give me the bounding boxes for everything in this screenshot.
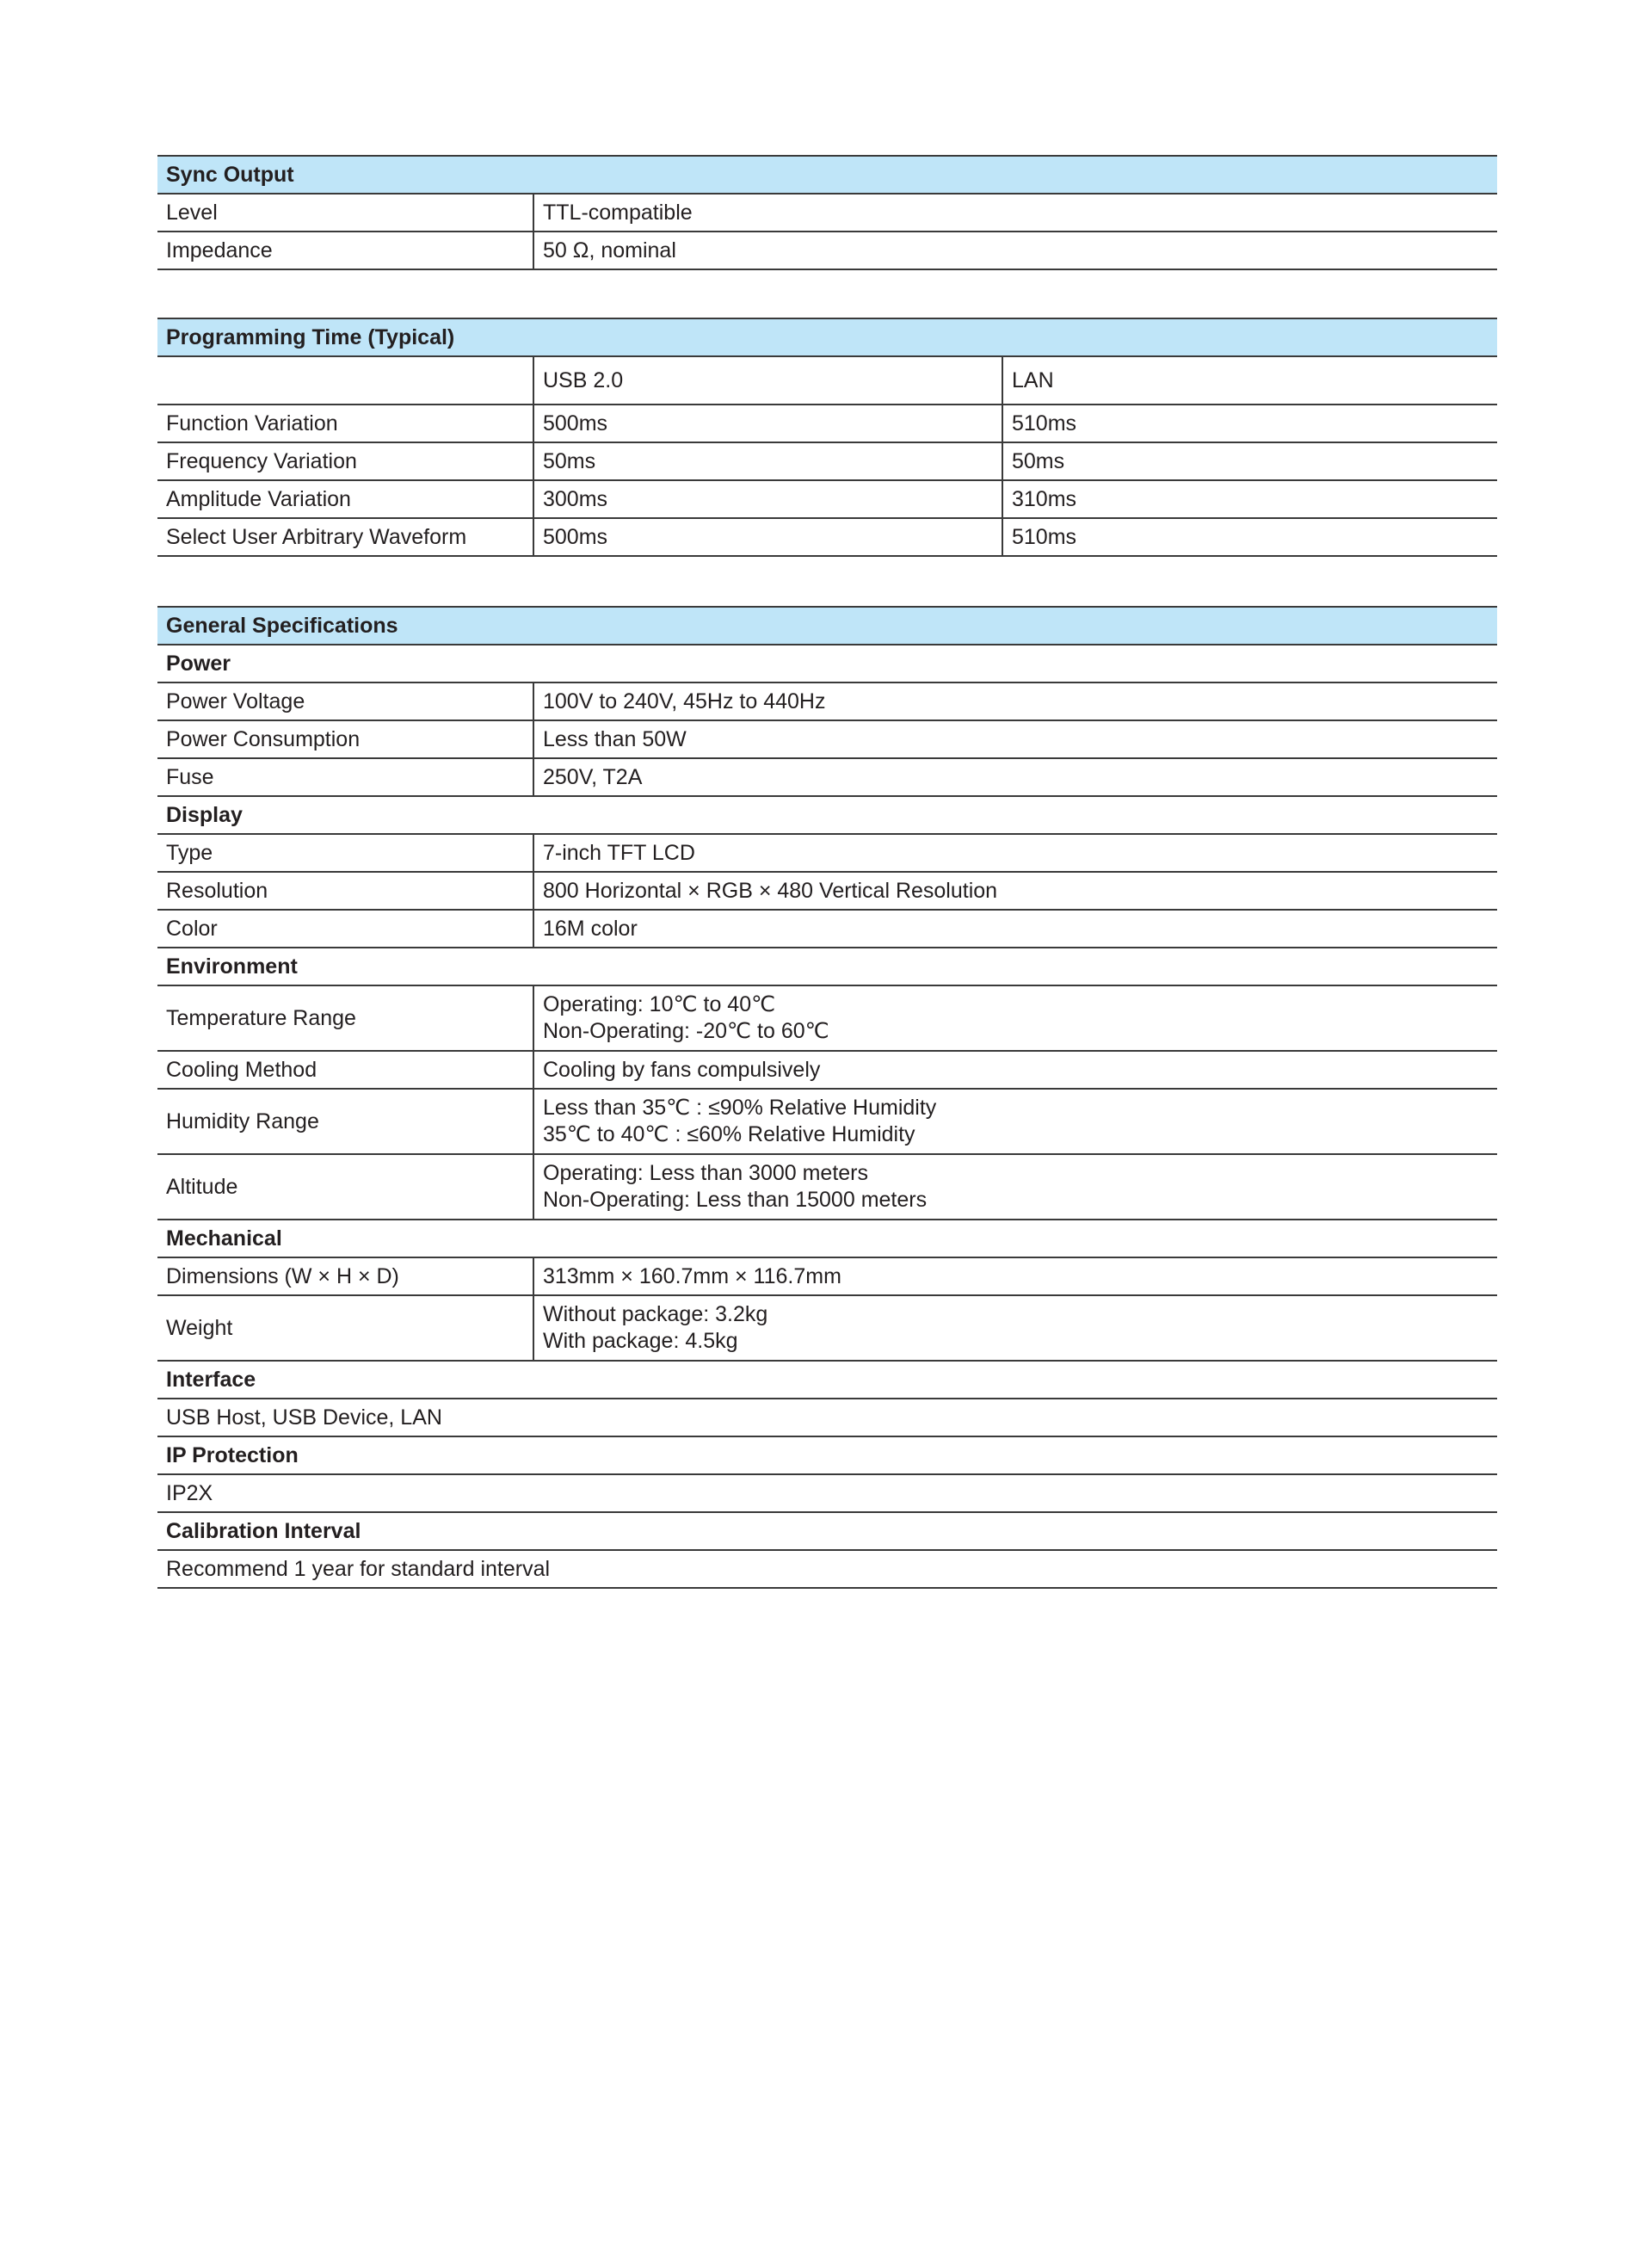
section-title-ip-protection: IP Protection xyxy=(157,1436,1497,1474)
section-title-calibration: Calibration Interval xyxy=(157,1512,1497,1550)
table-row xyxy=(157,758,1497,796)
usb-value: 500ms xyxy=(533,405,1002,442)
row-value: 50 Ω, nominal xyxy=(533,232,1497,269)
empty-header-cell xyxy=(157,356,533,405)
row-label: Color xyxy=(157,910,533,948)
column-header-row xyxy=(157,356,1497,405)
row-label: Level xyxy=(157,194,533,232)
row-label: Temperature Range xyxy=(157,985,533,1051)
value-line: 35℃ to 40℃ : ≤60% Relative Humidity xyxy=(543,1122,915,1146)
table-row xyxy=(157,518,1497,556)
programming-time-title: Programming Time (Typical) xyxy=(157,318,1497,356)
section-title-environment: Environment xyxy=(157,948,1497,985)
table-row xyxy=(157,834,1497,872)
lan-value: 510ms xyxy=(1002,405,1497,442)
column-header-usb: USB 2.0 xyxy=(533,356,1002,405)
section-title-power: Power xyxy=(157,645,1497,682)
row-label: Humidity Range xyxy=(157,1089,533,1154)
table-row xyxy=(157,1154,1497,1220)
value-line: Operating: Less than 3000 meters xyxy=(543,1161,869,1185)
sync-output-header xyxy=(157,156,1497,194)
value-line: Operating: 10℃ to 40℃ xyxy=(543,992,776,1016)
table-row xyxy=(157,1257,1497,1295)
row-value: 800 Horizontal × RGB × 480 Vertical Resolution xyxy=(533,872,1497,910)
value-line: Without package: 3.2kg xyxy=(543,1302,768,1326)
table-row xyxy=(157,1399,1497,1436)
row-value: TTL-compatible xyxy=(533,194,1497,232)
table-row xyxy=(157,985,1497,1051)
table-row xyxy=(157,442,1497,480)
table-row xyxy=(157,1474,1497,1512)
lan-value: 50ms xyxy=(1002,442,1497,480)
row-value: 100V to 240V, 45Hz to 440Hz xyxy=(533,682,1497,720)
table-row xyxy=(157,194,1497,232)
row-label: Amplitude Variation xyxy=(157,480,533,518)
value-line: With package: 4.5kg xyxy=(543,1329,738,1353)
row-label: Function Variation xyxy=(157,405,533,442)
table-row xyxy=(157,872,1497,910)
row-value: 313mm × 160.7mm × 116.7mm xyxy=(533,1257,1497,1295)
section-row-interface xyxy=(157,1361,1497,1399)
row-label: Impedance xyxy=(157,232,533,269)
usb-value: 500ms xyxy=(533,518,1002,556)
section-row-mechanical xyxy=(157,1220,1497,1257)
row-label: Fuse xyxy=(157,758,533,796)
row-value: Cooling by fans compulsively xyxy=(533,1051,1497,1089)
row-label: Select User Arbitrary Waveform xyxy=(157,518,533,556)
section-title-display: Display xyxy=(157,796,1497,834)
row-label: Dimensions (W × H × D) xyxy=(157,1257,533,1295)
row-value: 7-inch TFT LCD xyxy=(533,834,1497,872)
row-value xyxy=(533,985,1497,1051)
section-row-calibration xyxy=(157,1512,1497,1550)
table-row xyxy=(157,1550,1497,1588)
value-line: Less than 35℃ : ≤90% Relative Humidity xyxy=(543,1096,937,1120)
row-label: Power Voltage xyxy=(157,682,533,720)
programming-time-table xyxy=(157,318,1497,557)
section-title-interface: Interface xyxy=(157,1361,1497,1399)
lan-value: 510ms xyxy=(1002,518,1497,556)
table-row xyxy=(157,682,1497,720)
lan-value: 310ms xyxy=(1002,480,1497,518)
row-value: Recommend 1 year for standard interval xyxy=(157,1550,1497,1588)
row-value: 16M color xyxy=(533,910,1497,948)
table-row xyxy=(157,405,1497,442)
general-specifications-title: General Specifications xyxy=(157,607,1497,645)
row-value xyxy=(533,1295,1497,1361)
row-value: USB Host, USB Device, LAN xyxy=(157,1399,1497,1436)
row-value: 250V, T2A xyxy=(533,758,1497,796)
row-label: Weight xyxy=(157,1295,533,1361)
row-value xyxy=(533,1154,1497,1220)
programming-time-header xyxy=(157,318,1497,356)
row-value: IP2X xyxy=(157,1474,1497,1512)
section-row-environment xyxy=(157,948,1497,985)
column-header-lan: LAN xyxy=(1002,356,1497,405)
sync-output-title: Sync Output xyxy=(157,156,1497,194)
section-title-mechanical: Mechanical xyxy=(157,1220,1497,1257)
usb-value: 50ms xyxy=(533,442,1002,480)
table-row xyxy=(157,910,1497,948)
table-row xyxy=(157,1051,1497,1089)
table-row xyxy=(157,1295,1497,1361)
general-specifications-header xyxy=(157,607,1497,645)
row-label: Power Consumption xyxy=(157,720,533,758)
row-label: Altitude xyxy=(157,1154,533,1220)
section-row-display xyxy=(157,796,1497,834)
table-row xyxy=(157,1089,1497,1154)
value-line: Non-Operating: Less than 15000 meters xyxy=(543,1188,928,1212)
table-row xyxy=(157,720,1497,758)
row-label: Frequency Variation xyxy=(157,442,533,480)
section-row-power xyxy=(157,645,1497,682)
usb-value: 300ms xyxy=(533,480,1002,518)
value-line: Non-Operating: -20℃ to 60℃ xyxy=(543,1019,829,1043)
row-label: Type xyxy=(157,834,533,872)
row-value xyxy=(533,1089,1497,1154)
row-label: Cooling Method xyxy=(157,1051,533,1089)
general-specifications-table xyxy=(157,606,1497,1589)
sync-output-table xyxy=(157,155,1497,270)
section-row-ip-protection xyxy=(157,1436,1497,1474)
row-value: Less than 50W xyxy=(533,720,1497,758)
table-row xyxy=(157,232,1497,269)
table-row xyxy=(157,480,1497,518)
row-label: Resolution xyxy=(157,872,533,910)
